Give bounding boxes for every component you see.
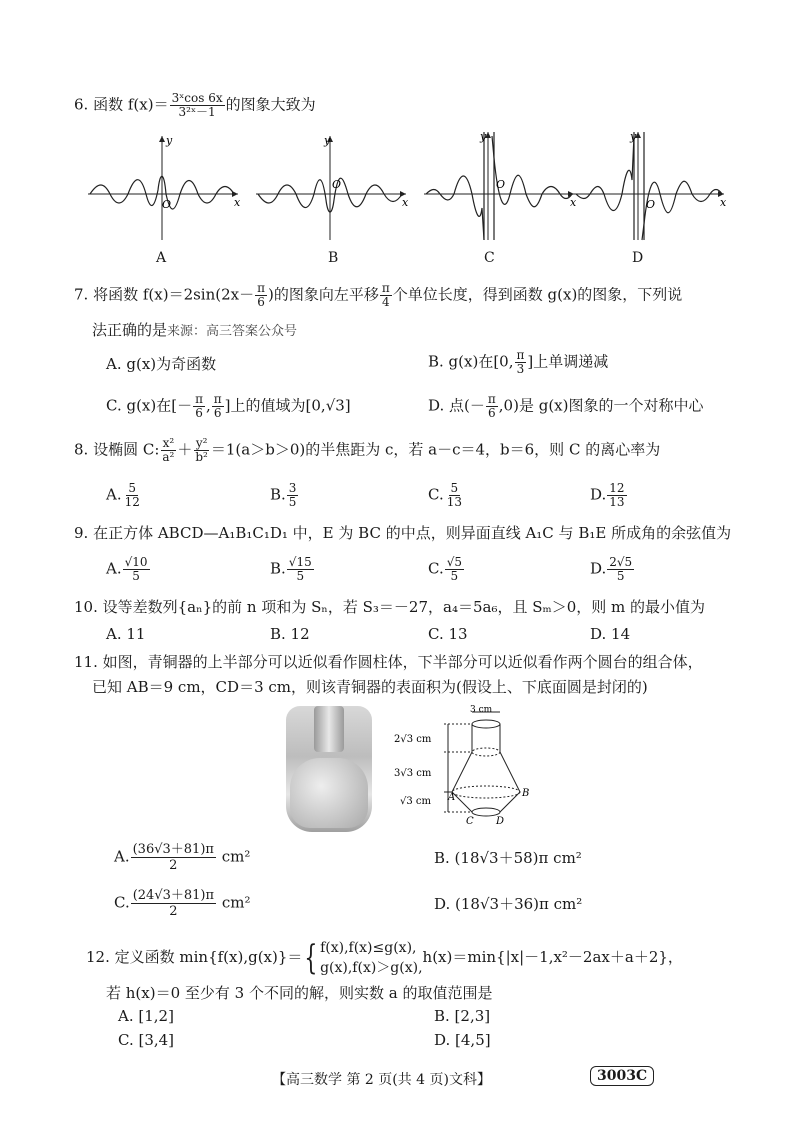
svg-text:x: x <box>570 196 577 209</box>
q8-option-b: B. $\frac{3}{5}$ <box>270 481 297 509</box>
q12-option-c: C. [3,4] <box>118 1031 175 1049</box>
svg-text:O: O <box>332 178 342 191</box>
svg-text:D: D <box>496 816 505 827</box>
q11-option-c: C. $\frac{(24√3+81)\pi}{2}$ cm² <box>114 888 251 919</box>
question-12-stem: 12. 定义函数 min{f(x),g(x)}＝ { f(x),f(x)≤g(x), g(x),f(x)＞g(x), h(x)＝min{|x|－1,x²－2ax＋a＋2}， <box>86 938 683 978</box>
q12-option-b: B. [2,3] <box>434 1007 491 1025</box>
svg-text:3 cm: 3 cm <box>470 705 493 715</box>
q7-option-c: C. g(x)在[－ $\frac{\pi}{6}$ , $\frac{\pi}{6}$ ]上的值域为[0,√3] <box>106 392 351 420</box>
svg-text:A: A <box>448 792 456 803</box>
graph-label-d: D <box>632 250 644 266</box>
svg-text:x: x <box>402 196 409 209</box>
svg-text:√3 cm: √3 cm <box>400 796 431 807</box>
svg-text:y: y <box>630 130 637 143</box>
svg-text:C: C <box>466 816 474 827</box>
svg-text:O: O <box>162 198 172 211</box>
question-11-stem: 11. 如图，青铜器的上半部分可以近似看作圆柱体，下半部分可以近似看作两个圆台的组合体， <box>74 653 703 671</box>
svg-text:y: y <box>324 134 331 147</box>
graph-label-a: A <box>156 250 167 266</box>
q9-option-a: A. $\frac{√10}{5}$ <box>106 555 148 583</box>
question-12-stem-line2: 若 h(x)＝0 至少有 3 个不同的解，则实数 a 的取值范围是 <box>106 984 493 1002</box>
exam-code-badge: 3003C <box>590 1066 654 1086</box>
q11-option-b: B. (18√3＋58)π cm² <box>434 849 582 867</box>
q8-option-c: C. $\frac{5}{13}$ <box>428 481 462 509</box>
question-8-stem: 8. 设椭圆 C: $\frac{\text{x²}}{\text{a²}}$ ＋ $\frac{\text{y²}}{\text{b²}}$ ＝1(a＞b＞0)的半焦距为 c，若 a－c＝4，b＝6，则 C 的离心率为 <box>74 436 661 464</box>
svg-text:O: O <box>496 178 506 191</box>
q12-option-d: D. [4,5] <box>434 1031 491 1049</box>
graph-label-b: B <box>328 250 339 266</box>
q10-option-d: D. 14 <box>590 625 631 643</box>
q7-option-b: B. g(x)在[0, $\frac{\pi}{3}$ ]上单调递减 <box>428 348 609 376</box>
graph-option-b <box>256 132 416 244</box>
svg-text:x: x <box>234 196 241 209</box>
q7-option-d: D. 点(－ $\frac{\pi}{6}$ ,0)是 g(x)图象的一个对称中心 <box>428 392 704 420</box>
graph-option-d <box>574 128 734 244</box>
q10-option-a: A. 11 <box>106 625 146 643</box>
q9-option-b: B. $\frac{√15}{5}$ <box>270 555 312 583</box>
bronze-vessel-photo <box>286 706 372 832</box>
page-footer: 【高三数学 第 2 页(共 4 页)文科】 <box>272 1072 491 1088</box>
graph-option-a <box>88 132 248 244</box>
svg-text:3√3 cm: 3√3 cm <box>394 768 432 779</box>
svg-text:x: x <box>720 196 727 209</box>
question-10-stem: 10. 设等差数列{aₙ}的前 n 项和为 Sₙ，若 S₃＝－27，a₄＝5a₆，且 Sₘ＞0，则 m 的最小值为 <box>74 598 706 616</box>
graph-label-c: C <box>484 250 495 266</box>
question-7-stem-line2: 法正确的是来源：高三答案公众号 <box>92 321 298 339</box>
svg-text:y: y <box>480 130 487 143</box>
q9-option-d: D. $\frac{2√5}{5}$ <box>590 555 633 583</box>
q8-option-a: A. $\frac{5}{12}$ <box>106 481 140 509</box>
question-7-stem: 7. 将函数 f(x)＝2sin(2x－ $\frac{\pi}{6}$ )的图象向左平移 $\frac{\pi}{4}$ 个单位长度，得到函数 g(x)的图象，下列说 <box>74 281 683 309</box>
q11-option-a: A. $\frac{(36√3+81)\pi}{2}$ cm² <box>114 842 251 873</box>
svg-text:2√3 cm: 2√3 cm <box>394 734 432 745</box>
vessel-geometry-figure <box>392 704 542 828</box>
q8-option-d: D. $\frac{12}{13}$ <box>590 481 625 509</box>
svg-text:O: O <box>646 198 656 211</box>
graph-option-c <box>424 128 584 244</box>
q10-option-c: C. 13 <box>428 625 468 643</box>
q11-option-d: D. (18√3＋36)π cm² <box>434 895 583 913</box>
svg-text:y: y <box>166 134 173 147</box>
svg-text:B: B <box>522 788 530 799</box>
q9-option-c: C. $\frac{√5}{5}$ <box>428 555 462 583</box>
question-9-stem: 9. 在正方体 ABCD—A₁B₁C₁D₁ 中，E 为 BC 的中点，则异面直线 A₁C 与 B₁E 所成角的余弦值为 <box>74 524 732 542</box>
q10-option-b: B. 12 <box>270 625 310 643</box>
question-6-stem: 6. 函数 f(x)＝ $\frac{\text{3ˣcos 6x}}{\text{3²ˣ－1}}$ 的图象大致为 <box>74 91 316 119</box>
watermark: 来源：高三答案公众号 <box>167 324 298 339</box>
question-11-stem-line2: 已知 AB＝9 cm，CD＝3 cm，则该青铜器的表面积为(假设上、下底面圆是封闭的) <box>92 678 648 696</box>
q12-option-a: A. [1,2] <box>118 1007 174 1025</box>
q7-option-a: A. g(x)为奇函数 <box>106 355 217 373</box>
